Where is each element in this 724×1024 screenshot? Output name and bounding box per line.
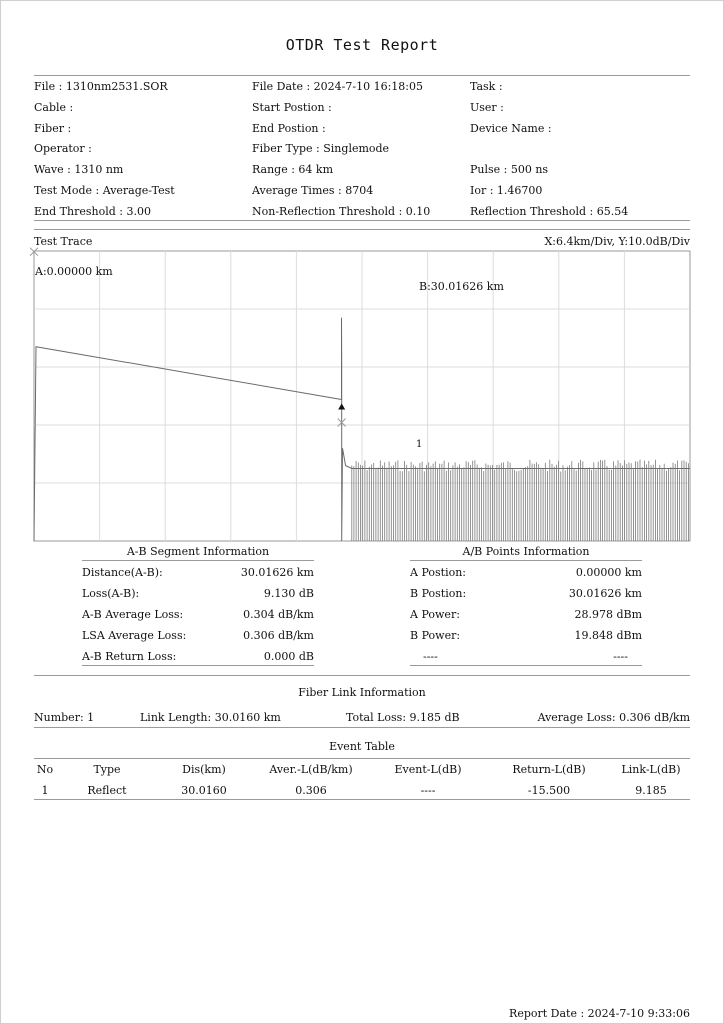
- cursor-b-label: B:30.01626 km: [419, 280, 504, 293]
- points-row-value: 28.978 dBm: [574, 608, 642, 621]
- points-row-label: A Postion:: [410, 566, 467, 579]
- noise-spikes: [352, 460, 689, 541]
- report-title: OTDR Test Report: [285, 36, 439, 54]
- header-field: Pulse : 500 ns: [470, 163, 549, 176]
- event-table-cell: -15.500: [527, 784, 571, 797]
- header-field: Cable :: [34, 101, 74, 114]
- event-table-header: Aver.-L(dB/km): [269, 763, 353, 776]
- segment-row-value: 0.306 dB/km: [243, 629, 314, 642]
- header-field: Wave : 1310 nm: [34, 163, 124, 176]
- header-field: Fiber Type : Singlemode: [252, 142, 390, 155]
- points-row-label: B Postion:: [410, 587, 467, 600]
- event-table-title: Event Table: [329, 740, 395, 753]
- trace-label: Test Trace: [34, 235, 93, 248]
- header-field: Task :: [470, 80, 503, 93]
- fiber-link-top-rule: [34, 675, 690, 676]
- fiber-link-length: Link Length: 30.0160 km: [140, 711, 281, 724]
- header-field: Non-Reflection Threshold : 0.10: [252, 205, 431, 218]
- noise-floor: [352, 460, 689, 541]
- header-field: Device Name :: [470, 122, 552, 135]
- header-field: User :: [470, 101, 504, 114]
- trace-scale: X:6.4km/Div, Y:10.0dB/Div: [544, 235, 690, 248]
- ab-segment-bottom-rule: [82, 665, 314, 666]
- event-table-header: Event-L(dB): [394, 763, 462, 776]
- points-row-label: ----: [423, 650, 438, 663]
- header-field: End Threshold : 3.00: [34, 205, 151, 218]
- segment-row-value: 0.304 dB/km: [243, 608, 314, 621]
- points-row-label: A Power:: [410, 608, 460, 621]
- ab-points-title-rule: [410, 560, 642, 561]
- event-table-header: Return-L(dB): [512, 763, 586, 776]
- ab-segment-title-rule: [82, 560, 314, 561]
- points-row-value: 0.00000 km: [575, 566, 642, 579]
- header-field: End Postion :: [252, 122, 326, 135]
- event-table-cell: ----: [420, 784, 436, 797]
- segment-row-label: A-B Average Loss:: [82, 608, 184, 621]
- header-field: File Date : 2024-7-10 16:18:05: [252, 80, 424, 93]
- header-field: File : 1310nm2531.SOR: [34, 80, 168, 93]
- header-field: Ior : 1.46700: [470, 184, 543, 197]
- segment-row-label: A-B Return Loss:: [82, 650, 177, 663]
- header-field: Test Mode : Average-Test: [34, 184, 175, 197]
- segment-row-value: 9.130 dB: [263, 587, 314, 600]
- segment-row-label: Loss(A-B):: [82, 587, 140, 600]
- event-1-marker: [338, 403, 345, 409]
- cursor-a-label: A:0.00000 km: [35, 265, 113, 278]
- points-row-label: B Power:: [410, 629, 461, 642]
- event-table-cell: 30.0160: [181, 784, 227, 797]
- segment-row-value: 0.000 dB: [263, 650, 314, 663]
- segment-row-label: LSA Average Loss:: [82, 629, 187, 642]
- fiber-link-number: Number: 1: [34, 711, 95, 724]
- fiber-link-title: Fiber Link Information: [298, 686, 426, 699]
- event-table-cell: 9.185: [635, 784, 667, 797]
- event-table-header: Dis(km): [182, 763, 226, 776]
- event-table-cell: Reflect: [87, 784, 127, 797]
- ab-points-bottom-rule: [410, 665, 642, 666]
- points-row-value: 19.848 dBm: [574, 629, 642, 642]
- fiber-link-total-loss: Total Loss: 9.185 dB: [346, 711, 460, 724]
- event-table-cell: 0.306: [295, 784, 327, 797]
- event-table-header: Type: [93, 763, 121, 776]
- event-table-cell: 1: [41, 784, 49, 797]
- header-field: Start Postion :: [252, 101, 332, 114]
- points-row-value: 30.01626 km: [568, 587, 642, 600]
- segment-row-label: Distance(A-B):: [82, 566, 163, 579]
- event-marker-label: 1: [416, 439, 423, 450]
- header-field: Fiber :: [34, 122, 72, 135]
- header-field: Operator :: [34, 142, 92, 155]
- ab-points-title: A/B Points Information: [462, 545, 590, 558]
- header-field: Range : 64 km: [252, 163, 334, 176]
- report-date: Report Date : 2024-7-10 9:33:06: [509, 1007, 690, 1020]
- event-table-bottom-rule: [34, 799, 690, 800]
- ab-segment-title: A-B Segment Information: [126, 545, 270, 558]
- fiber-link-bottom-rule: [34, 727, 690, 728]
- points-row-value: ----: [613, 650, 628, 663]
- event-table-top-rule: [34, 758, 690, 759]
- header-field: Reflection Threshold : 65.54: [470, 205, 629, 218]
- event-table-header: Link-L(dB): [621, 763, 681, 776]
- segment-row-value: 30.01626 km: [240, 566, 314, 579]
- event-table-header: No: [36, 763, 54, 776]
- fiber-link-average-loss: Average Loss: 0.306 dB/km: [537, 711, 690, 724]
- header-field: Average Times : 8704: [252, 184, 374, 197]
